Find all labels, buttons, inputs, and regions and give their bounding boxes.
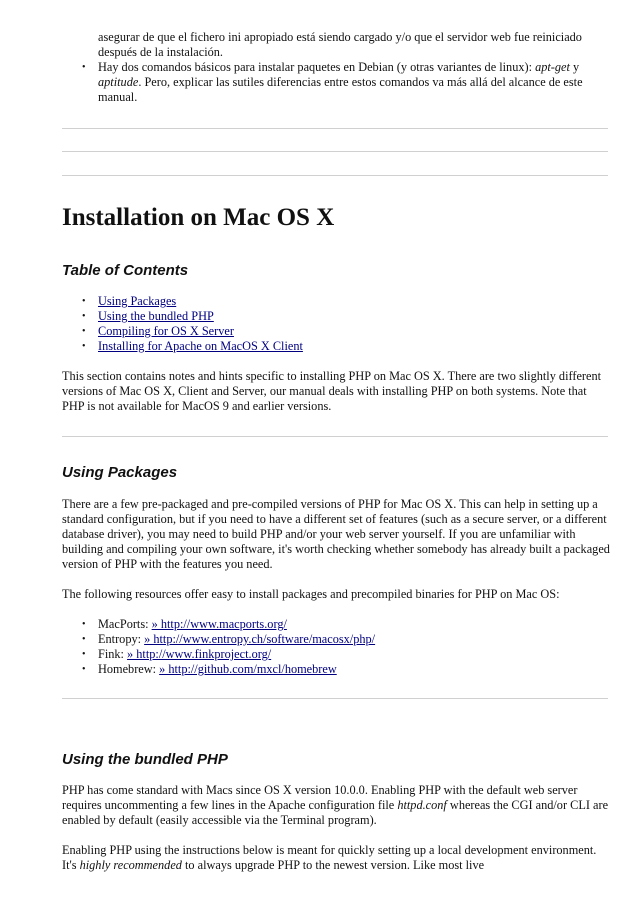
- resource-link-homebrew[interactable]: » http://github.com/mxcl/homebrew: [159, 662, 337, 676]
- resource-link-entropy[interactable]: » http://www.entropy.ch/software/macosx/php/: [144, 632, 376, 646]
- divider: [62, 436, 608, 437]
- intro-item-2-mid: y: [569, 60, 580, 74]
- bullet-icon: •: [82, 296, 86, 307]
- toc-item: [62, 294, 608, 309]
- resource-item: [62, 617, 608, 632]
- divider: [62, 698, 608, 699]
- bullet-icon: •: [82, 326, 86, 337]
- intro-item-1: [62, 30, 608, 60]
- config-file-name: httpd.conf: [397, 798, 447, 812]
- resource-link-macports[interactable]: » http://www.macports.org/: [151, 617, 287, 631]
- bullet-icon: •: [82, 664, 86, 675]
- command-apt-get: apt-get: [535, 60, 570, 74]
- bundled-paragraph-2: [62, 843, 610, 873]
- chapter-title: Installation on Mac OS X: [62, 204, 335, 231]
- bullet-icon: •: [82, 311, 86, 322]
- resource-label: MacPorts:: [98, 617, 152, 631]
- divider: [62, 151, 608, 152]
- toc-item: [62, 309, 608, 324]
- bundled-p1-pre: PHP has come standard with Macs since OS X version 10.0.0. Enabling PHP with the default web server requires uncommenting a few lines in the Apache configuration file: [62, 783, 578, 812]
- resource-item: [62, 647, 608, 662]
- toc-link-using-packages[interactable]: Using Packages: [98, 294, 177, 308]
- toc-heading: Table of Contents: [62, 262, 189, 279]
- bundled-p1-post: whereas the CGI and/or CLI are enabled by default (easily accessible via the Terminal program).: [62, 798, 609, 827]
- packages-paragraph-1: There are a few pre-packaged and pre-compiled versions of PHP for Mac OS X. This can help in setting up a standard configuration, but if you need to have a different set of features (such as a secure server, or a different database driver), you may need to build PHP and/or your web server yourself. If you are unfamiliar with building and compiling your own software, it's worth checking whether somebody has already built a packaged version of PHP with the features you need.: [62, 497, 610, 571]
- intro-item-2-post: . Pero, explicar las sutiles diferencias entre estos comandos va más allá del alcance de este manual.: [98, 75, 583, 104]
- section-heading-using-packages: Using Packages: [62, 464, 178, 481]
- intro-item-2: [62, 60, 608, 105]
- emphasis-highly-recommended: highly recommended: [79, 858, 182, 872]
- bullet-icon: •: [82, 619, 86, 630]
- bullet-icon: •: [82, 649, 86, 660]
- resource-label: Homebrew:: [98, 662, 160, 676]
- resource-label: Fink:: [98, 647, 128, 661]
- bullet-icon: •: [82, 634, 86, 645]
- resources-list: [62, 617, 608, 677]
- toc-list: [62, 294, 608, 354]
- toc-item: [62, 339, 608, 354]
- chapter-intro-paragraph: This section contains notes and hints specific to installing PHP on Mac OS X. There are two slightly different versions of Mac OS X, Client and Server, our manual deals with installing PHP on both systems. Note that PHP is not available for MacOS 9 and earlier versions.: [62, 369, 602, 413]
- resource-link-fink[interactable]: » http://www.finkproject.org/: [127, 647, 272, 661]
- bullet-icon: •: [82, 62, 86, 73]
- toc-item: [62, 324, 608, 339]
- packages-paragraph-2: The following resources offer easy to install packages and precompiled binaries for PHP on Mac OS:: [62, 587, 560, 601]
- bundled-paragraph-1: [62, 783, 610, 828]
- resource-label: Entropy:: [98, 632, 145, 646]
- section-heading-bundled-php: Using the bundled PHP: [62, 751, 228, 768]
- resource-item: [62, 662, 608, 677]
- toc-link-bundled-php[interactable]: Using the bundled PHP: [98, 309, 214, 323]
- divider: [62, 175, 608, 176]
- resource-item: [62, 632, 608, 647]
- intro-item-2-pre: Hay dos comandos básicos para instalar paquetes en Debian (y otras variantes de linux):: [98, 60, 536, 74]
- bundled-p2-post: to always upgrade PHP to the newest version. Like most live: [181, 858, 485, 872]
- toc-link-os-x-server[interactable]: Compiling for OS X Server: [98, 324, 234, 338]
- bullet-icon: •: [82, 341, 86, 352]
- intro-list: [62, 30, 608, 105]
- command-aptitude: aptitude: [98, 75, 139, 89]
- intro-item-1-text: asegurar de que el fichero ini apropiado está siendo cargado y/o que el servidor web fue reiniciado después de la instalación.: [98, 30, 582, 59]
- toc-link-apache-client[interactable]: Installing for Apache on MacOS X Client: [98, 339, 303, 353]
- bundled-p2-pre: Enabling PHP using the instructions below is meant for quickly setting up a local development environment. It's: [62, 843, 597, 872]
- divider: [62, 128, 608, 129]
